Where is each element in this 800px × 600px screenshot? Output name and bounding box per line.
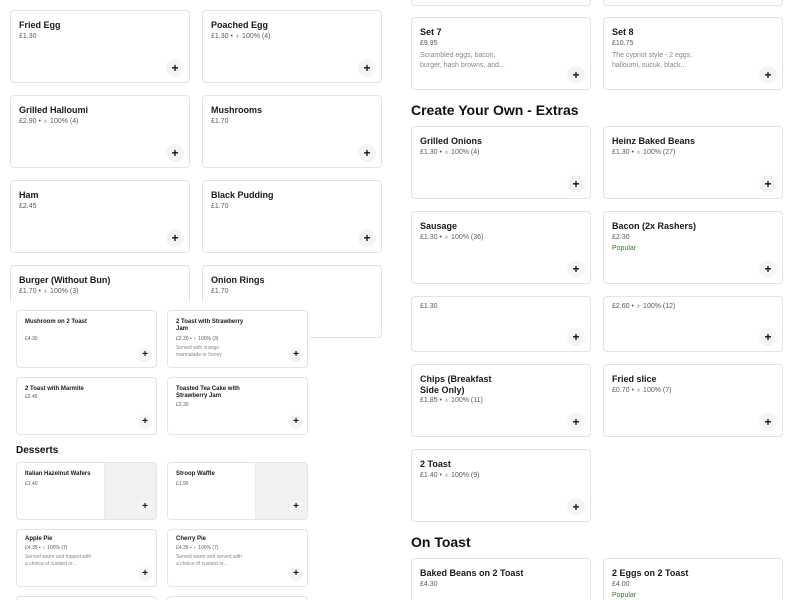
menu-item-partial-top[interactable] xyxy=(603,0,783,6)
item-price: £1.30 • ♁ 100% (36) xyxy=(420,234,484,241)
item-name: 2 Toast with Strawberry Jam xyxy=(176,319,244,332)
menu-item-mushroom-on-2-toast[interactable] xyxy=(16,310,157,368)
add-icon[interactable]: + xyxy=(358,144,376,162)
item-name: Cherry Pie xyxy=(176,536,207,542)
item-name: Mushrooms xyxy=(211,105,263,115)
add-icon[interactable]: + xyxy=(567,175,585,193)
item-price: £10.75 xyxy=(612,40,634,47)
menu-item-poached-egg[interactable] xyxy=(202,10,382,83)
add-icon[interactable]: + xyxy=(759,66,777,84)
item-price: £1.30 • ♁ 100% (27) xyxy=(612,149,676,156)
add-icon[interactable]: + xyxy=(759,260,777,278)
item-price: £2.45 xyxy=(19,203,37,210)
item-name: 2 Toast xyxy=(420,459,451,469)
menu-item-extra-1-30[interactable] xyxy=(411,296,591,352)
item-price: £9.95 xyxy=(420,40,438,47)
item-price: £1.30 • ♁ 100% (4) xyxy=(211,33,271,40)
add-icon[interactable]: + xyxy=(289,567,303,581)
add-icon[interactable]: + xyxy=(166,144,184,162)
item-name: Fried Egg xyxy=(19,20,61,30)
menu-item-grilled-onions[interactable] xyxy=(411,126,591,199)
menu-item-2-toast[interactable] xyxy=(411,449,591,522)
item-price: £1.90 xyxy=(176,481,189,487)
item-description: Served with orange marmalade or honey xyxy=(176,345,222,358)
item-price: £2.30 • ♁ 100% (3) xyxy=(176,336,219,342)
item-price: £4.35 • ♁ 100% (7) xyxy=(176,545,219,551)
item-price: £4.00 xyxy=(612,581,630,588)
add-icon[interactable]: + xyxy=(166,229,184,247)
add-icon[interactable]: + xyxy=(138,348,152,362)
item-name: Grilled Onions xyxy=(420,136,483,146)
add-icon[interactable]: + xyxy=(166,59,184,77)
menu-item-mushrooms[interactable] xyxy=(202,95,382,168)
item-price: £2.45 xyxy=(25,394,38,400)
item-price: £1.30 xyxy=(19,33,37,40)
item-name: Heinz Baked Beans xyxy=(612,136,696,146)
item-price: £1.40 • ♁ 100% (9) xyxy=(420,472,480,479)
menu-item-baked-beans-on-2-toast[interactable] xyxy=(411,558,591,600)
add-icon[interactable]: + xyxy=(358,229,376,247)
item-name: 2 Toast with Marmite xyxy=(25,386,84,392)
item-name: Chips (Breakfast Side Only) xyxy=(420,374,492,395)
menu-item-partial-top[interactable] xyxy=(411,0,591,6)
add-icon[interactable]: + xyxy=(138,500,152,514)
add-icon[interactable]: + xyxy=(567,328,585,346)
item-price: £1.30 xyxy=(420,303,438,310)
item-price: £2.60 • ♁ 100% (12) xyxy=(612,303,676,310)
menu-item-heinz-baked-beans[interactable] xyxy=(603,126,783,199)
popular-badge: Popular xyxy=(612,245,637,252)
item-price: £4.35 • ♁ 100% (7) xyxy=(25,545,68,551)
item-name: Poached Egg xyxy=(211,20,269,30)
item-name: Stroop Waffle xyxy=(176,471,215,477)
on-toast-heading: On Toast xyxy=(411,534,471,550)
menu-item-ham[interactable] xyxy=(10,180,190,253)
item-name: Burger (Without Bun) xyxy=(19,275,111,285)
item-name: Mushroom on 2 Toast xyxy=(25,319,87,325)
extras-heading: Create Your Own - Extras xyxy=(411,102,579,118)
item-name: Set 8 xyxy=(612,27,634,37)
item-price: £1.70 xyxy=(211,118,229,125)
menu-item-grilled-halloumi[interactable] xyxy=(10,95,190,168)
menu-item-set-8[interactable] xyxy=(603,17,783,90)
item-description: Scrambled eggs, bacon, burger, hash browns, and... xyxy=(420,52,505,69)
add-icon[interactable]: + xyxy=(358,59,376,77)
item-name: Apple Pie xyxy=(25,536,53,542)
item-price: £1.70 xyxy=(211,203,229,210)
menu-item-sausage[interactable] xyxy=(411,211,591,284)
menu-item-partial[interactable] xyxy=(16,596,157,600)
item-price: £1.40 xyxy=(25,481,38,487)
item-price: £1.85 • ♁ 100% (11) xyxy=(420,397,483,404)
item-description: Served warm and topped with a choice of custard or... xyxy=(25,554,92,567)
menu-item-black-pudding[interactable] xyxy=(202,180,382,253)
add-icon[interactable]: + xyxy=(289,415,303,429)
desserts-heading: Desserts xyxy=(16,445,59,456)
item-name: Set 7 xyxy=(420,27,442,37)
item-price: £0.70 • ♁ 100% (7) xyxy=(612,387,672,394)
menu-item-italian-hazelnut-wafers[interactable] xyxy=(16,462,157,520)
menu-item-apple-pie[interactable] xyxy=(16,529,157,587)
menu-item-2-eggs-on-2-toast[interactable] xyxy=(603,558,783,600)
add-icon[interactable]: + xyxy=(567,413,585,431)
add-icon[interactable]: + xyxy=(567,260,585,278)
menu-item-set-7[interactable] xyxy=(411,17,591,90)
item-name: Ham xyxy=(19,190,39,200)
menu-item-extra-2-60[interactable] xyxy=(603,296,783,352)
item-name: Sausage xyxy=(420,221,458,231)
add-icon[interactable]: + xyxy=(759,175,777,193)
add-icon[interactable]: + xyxy=(567,498,585,516)
item-price: £1.70 • ♁ 100% (3) xyxy=(19,288,79,295)
left-lower-panel xyxy=(10,302,310,600)
item-name: 2 Eggs on 2 Toast xyxy=(612,568,689,578)
add-icon[interactable]: + xyxy=(138,415,152,429)
item-price: £1.70 xyxy=(211,288,229,295)
menu-item-fried-egg[interactable] xyxy=(10,10,190,83)
item-name: Bacon (2x Rashers) xyxy=(612,221,697,231)
item-price: £4.30 xyxy=(25,336,38,342)
item-name: Fried slice xyxy=(612,374,657,384)
menu-item-stroop-waffle[interactable] xyxy=(167,462,308,520)
item-description: The cypriot style - 2 eggs, halloumi, sucuk, black... xyxy=(612,52,693,69)
item-price: £2.90 • ♁ 100% (4) xyxy=(19,118,79,125)
item-price: £1.30 • ♁ 100% (4) xyxy=(420,149,480,156)
item-name: Italian Hazelnut Wafers xyxy=(25,471,91,477)
add-icon[interactable]: + xyxy=(759,413,777,431)
item-name: Grilled Halloumi xyxy=(19,105,89,115)
item-price: £2.30 xyxy=(176,402,189,408)
item-price: £4.30 xyxy=(420,581,438,588)
menu-item-cherry-pie[interactable] xyxy=(167,529,308,587)
item-name: Black Pudding xyxy=(211,190,274,200)
menu-item-partial[interactable] xyxy=(167,596,308,600)
menu-item-2-toast-marmite[interactable] xyxy=(16,377,157,435)
add-icon[interactable]: + xyxy=(567,66,585,84)
item-description: Served warm and served with a choice of custard or... xyxy=(176,554,242,567)
add-icon[interactable]: + xyxy=(289,500,303,514)
menu-item-2-toast-strawberry-jam[interactable] xyxy=(167,310,308,368)
add-icon[interactable]: + xyxy=(759,328,777,346)
item-price: £2.30 xyxy=(612,234,630,241)
add-icon[interactable]: + xyxy=(138,567,152,581)
menu-item-fried-slice[interactable] xyxy=(603,364,783,437)
menu-item-chips[interactable] xyxy=(411,364,591,437)
item-name: Toasted Tea Cake with Strawberry Jam xyxy=(176,386,240,399)
item-name: Baked Beans on 2 Toast xyxy=(420,568,524,578)
add-icon[interactable]: + xyxy=(289,348,303,362)
item-name: Onion Rings xyxy=(211,275,265,285)
popular-badge: Popular xyxy=(612,592,637,599)
menu-item-toasted-tea-cake[interactable] xyxy=(167,377,308,435)
menu-item-bacon-2x-rashers[interactable] xyxy=(603,211,783,284)
